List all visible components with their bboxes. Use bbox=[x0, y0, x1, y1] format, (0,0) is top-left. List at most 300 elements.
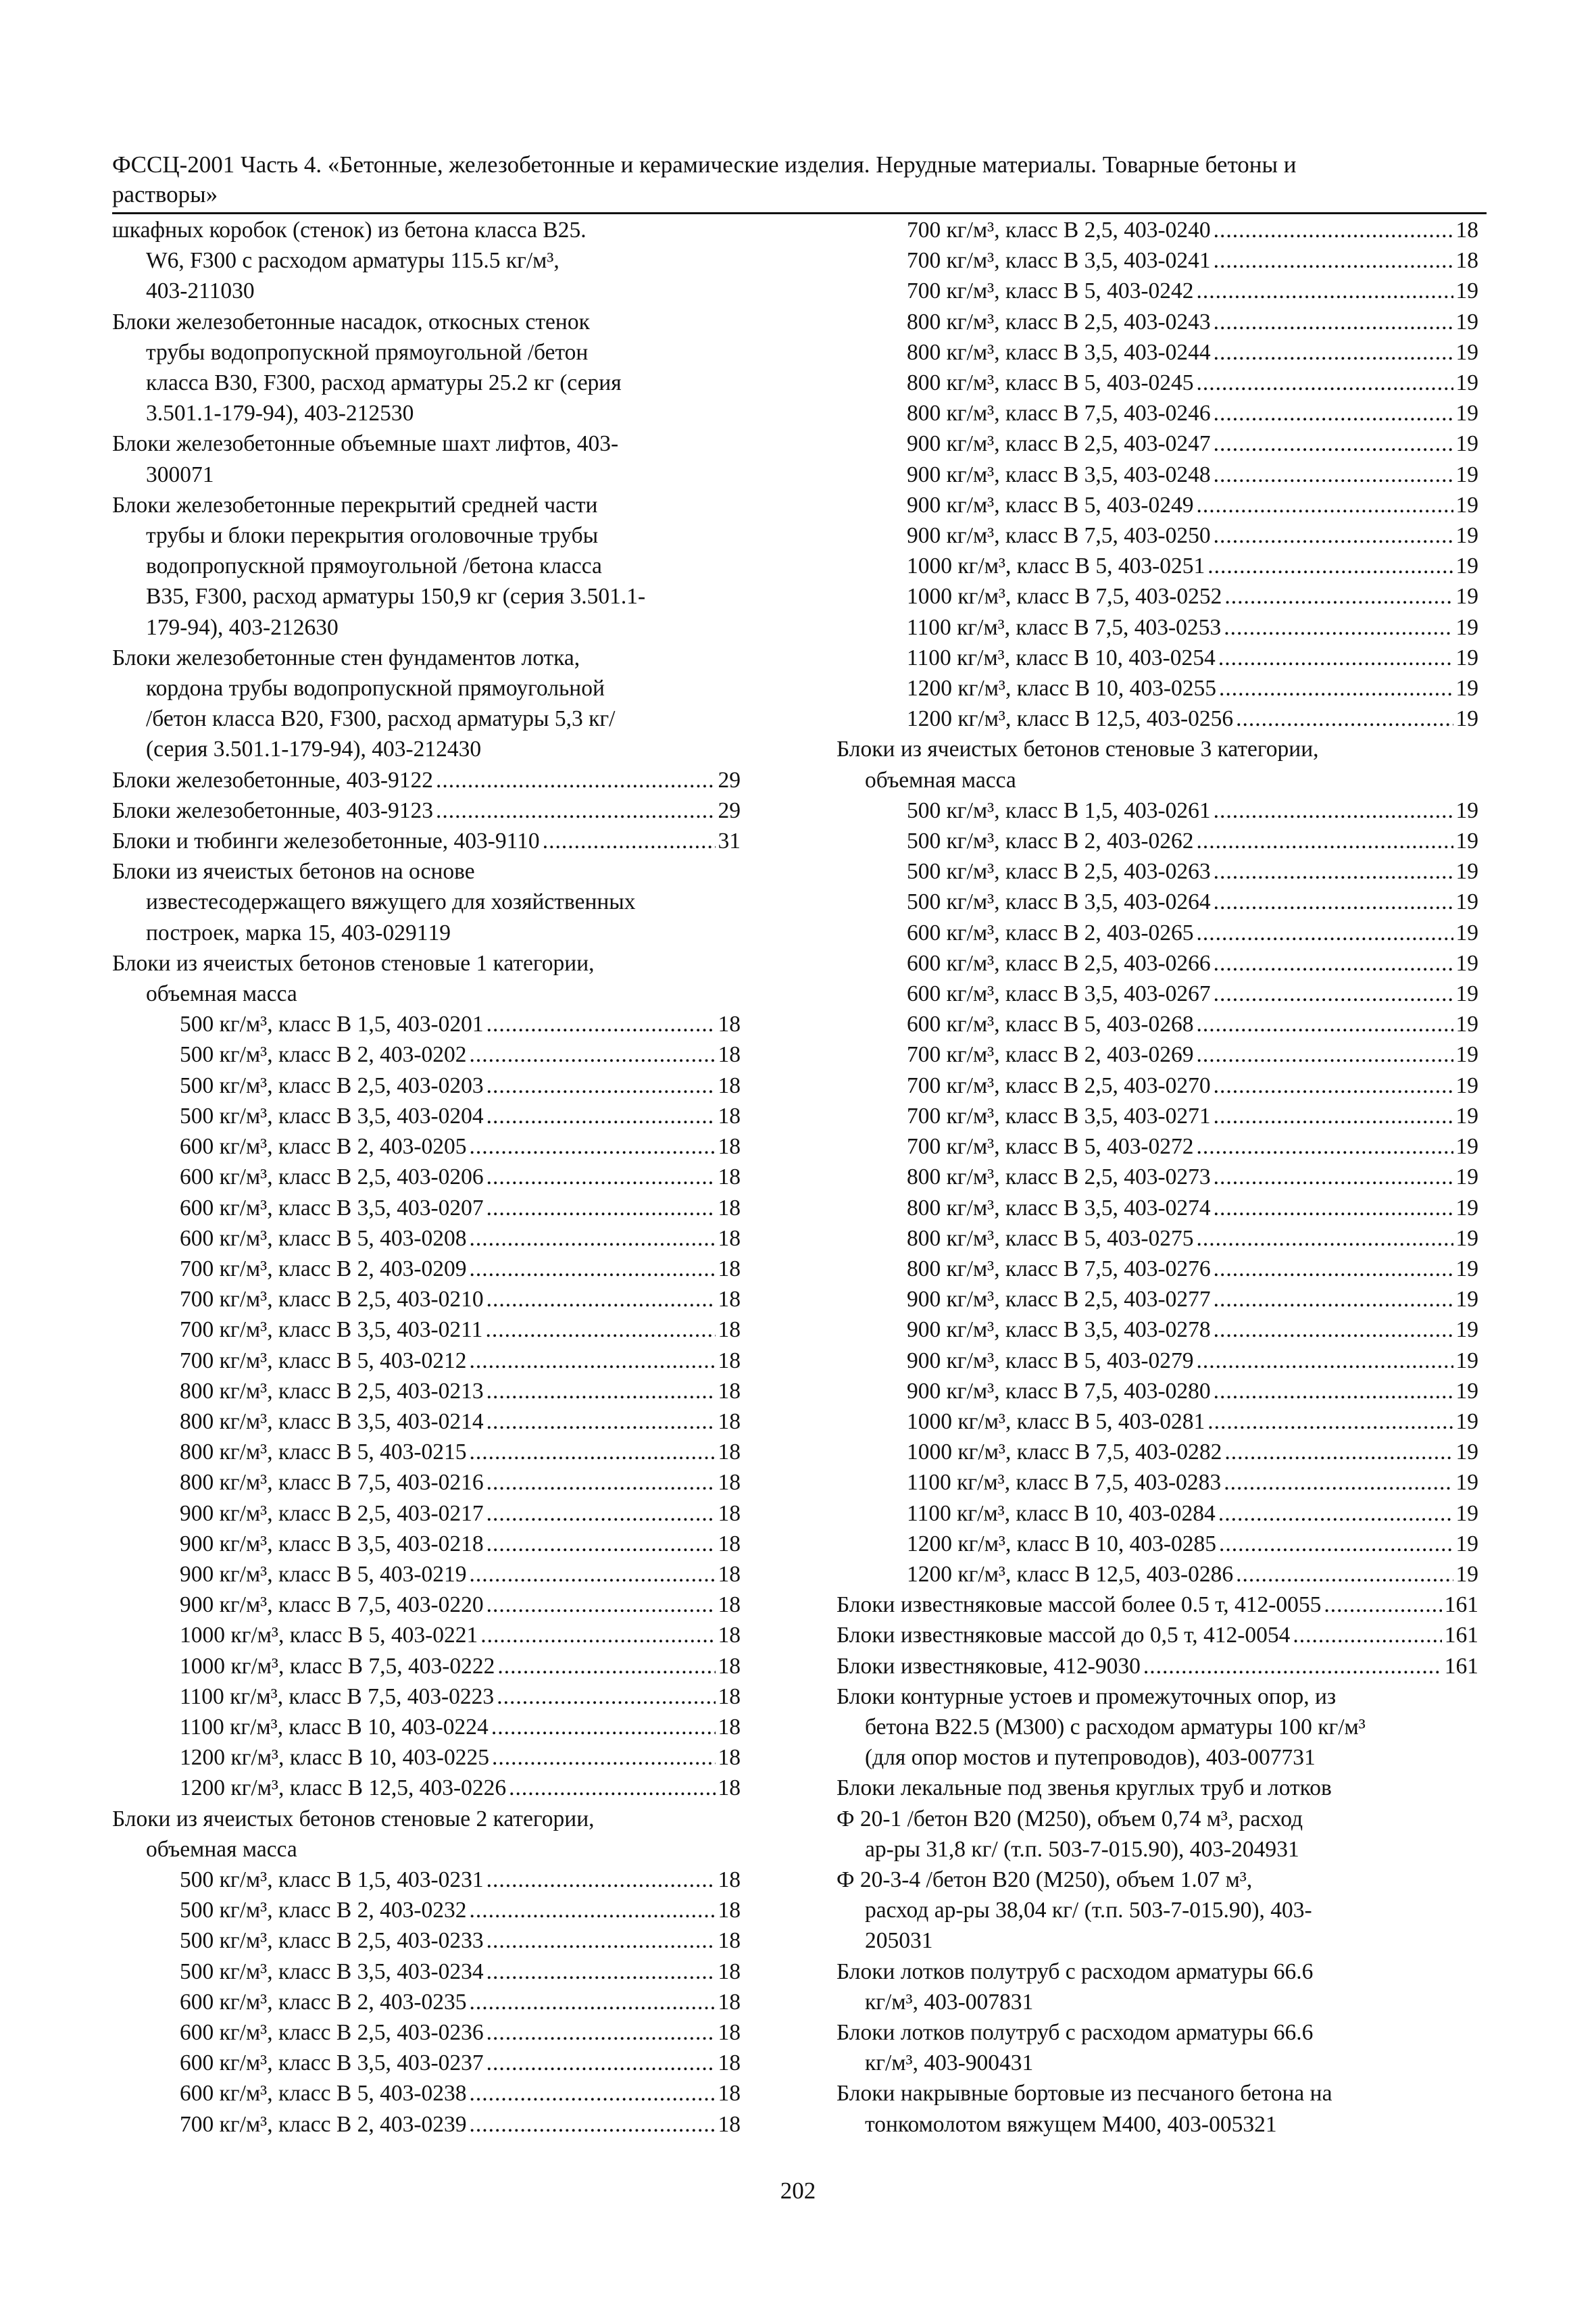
index-entry bbox=[112, 1987, 741, 2017]
entry-title: 1100 кг/м³, класс В 7,5, 403-0223 bbox=[180, 1683, 495, 1709]
index-heading bbox=[112, 948, 741, 1009]
leader-dots bbox=[470, 1895, 716, 1925]
leader-dots bbox=[487, 1406, 716, 1437]
entry-page: 19 bbox=[1455, 309, 1478, 335]
entry-page: 18 bbox=[718, 1012, 741, 1037]
entry-title: Блоки железобетонные объемные шахт лифтов, 403- bbox=[112, 431, 619, 457]
leader-dots bbox=[485, 1314, 715, 1345]
entry-page: 19 bbox=[1455, 1470, 1478, 1496]
entry-page: 19 bbox=[1455, 1408, 1478, 1434]
entry-title: 900 кг/м³, класс В 5, 403-0219 bbox=[180, 1561, 467, 1587]
index-entry bbox=[112, 1590, 741, 1620]
entry-title: Блоки железобетонные, 403-9123 bbox=[112, 797, 434, 823]
index-entry bbox=[112, 1406, 741, 1437]
index-entry bbox=[112, 1101, 741, 1131]
index-entry bbox=[837, 1529, 1478, 1559]
index-entry bbox=[112, 1070, 741, 1101]
entry-title: 700 кг/м³, класс В 5, 403-0242 bbox=[907, 278, 1194, 304]
leader-dots bbox=[1214, 428, 1453, 459]
index-entry bbox=[112, 307, 741, 429]
entry-line bbox=[146, 734, 741, 764]
entry-line bbox=[865, 1712, 1478, 1742]
entry-page: 18 bbox=[1455, 248, 1478, 274]
leader-dots bbox=[487, 1009, 716, 1039]
entry-page: 19 bbox=[1455, 981, 1478, 1007]
index-entry bbox=[112, 1223, 741, 1254]
leader-dots bbox=[1214, 1254, 1453, 1284]
leader-dots bbox=[436, 795, 715, 826]
entry-page: 18 bbox=[718, 1928, 741, 1954]
entry-page: 18 bbox=[718, 1348, 741, 1373]
index-entry bbox=[837, 1804, 1478, 1865]
leader-dots bbox=[1197, 490, 1453, 520]
leader-dots bbox=[1224, 581, 1453, 612]
header-line-2: растворы» bbox=[112, 181, 218, 207]
entry-title: W6, F300 с расходом арматуры 115.5 кг/м³, bbox=[146, 248, 559, 274]
leader-dots bbox=[492, 1742, 715, 1773]
entry-title: 700 кг/м³, класс В 2, 403-0269 bbox=[907, 1042, 1194, 1068]
entry-page: 21 bbox=[1254, 2111, 1277, 2137]
index-entry bbox=[112, 1559, 741, 1590]
entry-title: 3000 bbox=[146, 462, 191, 487]
leader-dots bbox=[1214, 1101, 1453, 1131]
entry-title: 1100 кг/м³, класс В 7,5, 403-0283 bbox=[907, 1470, 1222, 1496]
entry-title: ар-ры 31,8 кг/ (т.п. 503-7-015.90), 403-2049 bbox=[865, 1836, 1277, 1862]
entry-title: 900 кг/м³, класс В 3,5, 403-0278 bbox=[907, 1317, 1211, 1343]
entry-page: 19 bbox=[1455, 1348, 1478, 1373]
entry-title: 3.501.1-179-94), 403-2125 bbox=[146, 401, 391, 426]
entry-page: 19 bbox=[1455, 1256, 1478, 1281]
entry-line bbox=[146, 887, 741, 917]
leader-dots bbox=[1219, 673, 1453, 704]
index-group bbox=[837, 795, 1478, 1590]
leader-dots bbox=[1218, 643, 1453, 673]
entry-title: 700 кг/м³, класс В 2,5, 403-0210 bbox=[180, 1287, 484, 1312]
entry-page: 31 bbox=[910, 1928, 933, 1954]
entry-page: 18 bbox=[718, 1103, 741, 1129]
index-entry bbox=[112, 2048, 741, 2078]
entry-title: Блоки известняковые массой до 0,5 т, 412-0054 bbox=[837, 1623, 1291, 1648]
entry-title: Блоки известняковые, 412-9030 bbox=[837, 1653, 1141, 1679]
entry-line bbox=[837, 1956, 1478, 1987]
entry-page: 31 bbox=[1010, 1989, 1034, 2015]
leader-dots bbox=[487, 1498, 716, 1529]
index-entry bbox=[837, 581, 1478, 612]
index-entry bbox=[112, 1620, 741, 1650]
leader-dots bbox=[543, 826, 716, 856]
entry-line bbox=[837, 2017, 1478, 2048]
entry-page: 18 bbox=[718, 1287, 741, 1312]
entry-page: 19 bbox=[428, 920, 451, 945]
index-group bbox=[112, 765, 741, 857]
leader-dots bbox=[497, 1651, 715, 1681]
entry-title: 700 кг/м³, класс В 3,5, 403-0271 bbox=[907, 1103, 1211, 1129]
entry-page: 19 bbox=[1455, 1012, 1478, 1037]
entry-page: 18 bbox=[718, 1959, 741, 1984]
index-entry bbox=[112, 1131, 741, 1162]
entry-page: 18 bbox=[718, 1561, 741, 1587]
index-entry bbox=[837, 1009, 1478, 1039]
entry-title: В35, F300, расход арматуры 150,9 кг (серия 3.501.1- bbox=[146, 584, 646, 610]
entry-title: Блоки и тюбинги железобетонные, 403-9110 bbox=[112, 829, 540, 854]
entry-title: 1100 кг/м³, класс В 10, 403-0254 bbox=[907, 645, 1216, 670]
entry-line bbox=[146, 337, 741, 368]
index-entry bbox=[112, 2017, 741, 2048]
entry-page: 19 bbox=[1455, 920, 1478, 945]
entry-title: 500 кг/м³, класс В 3,5, 403-0264 bbox=[907, 889, 1211, 915]
index-entry bbox=[112, 1314, 741, 1345]
leader-dots bbox=[1224, 1467, 1453, 1498]
leader-dots bbox=[1207, 551, 1453, 581]
entry-line bbox=[112, 307, 741, 337]
index-entry bbox=[837, 1284, 1478, 1314]
index-entry bbox=[112, 765, 741, 795]
leader-dots bbox=[1214, 795, 1453, 826]
leader-dots bbox=[1214, 948, 1453, 979]
entry-page: 30 bbox=[316, 614, 339, 640]
page-number: 202 bbox=[780, 2177, 816, 2204]
entry-line bbox=[146, 245, 741, 276]
entry-title: 600 кг/м³, класс В 2,5, 403-0206 bbox=[180, 1164, 484, 1190]
entry-title: 800 кг/м³, класс В 7,5, 403-0216 bbox=[180, 1470, 484, 1496]
index-entry bbox=[837, 643, 1478, 673]
index-entry bbox=[112, 1467, 741, 1498]
index-entry bbox=[837, 276, 1478, 306]
entry-title: Ф 20-1 /бетон В20 (М250), объем 0,74 м³, расход bbox=[837, 1806, 1303, 1831]
entry-title: (серия 3.501.1-179-94), 403-2124 bbox=[146, 737, 459, 762]
entry-page: 19 bbox=[1455, 1287, 1478, 1312]
index-group bbox=[837, 1590, 1478, 1681]
entry-page: 19 bbox=[1455, 1042, 1478, 1068]
entry-title: расход ар-ры 38,04 кг/ (т.п. 503-7-015.90), 403- bbox=[865, 1898, 1312, 1923]
entry-title: 800 кг/м³, класс В 7,5, 403-0276 bbox=[907, 1256, 1211, 1281]
entry-line bbox=[146, 276, 741, 306]
entry-title: кордона трубы водопропускной прямоугольной bbox=[146, 676, 605, 701]
index-entry bbox=[112, 1773, 741, 1803]
leader-dots bbox=[470, 1131, 716, 1162]
entry-page: 31 bbox=[1276, 1836, 1299, 1862]
entry-title: 900 кг/м³, класс В 3,5, 403-0248 bbox=[907, 462, 1211, 487]
entry-page: 31 bbox=[1010, 2050, 1034, 2076]
index-entry bbox=[112, 1681, 741, 1712]
entry-title: 900 кг/м³, класс В 2,5, 403-0217 bbox=[180, 1500, 484, 1526]
heading-line: объемная масса bbox=[865, 767, 1016, 793]
entry-page: 19 bbox=[1455, 1531, 1478, 1556]
entry-page: 18 bbox=[718, 2050, 741, 2076]
index-entry bbox=[112, 215, 741, 307]
index-entry bbox=[837, 307, 1478, 337]
heading-line: объемная масса bbox=[146, 981, 297, 1007]
entry-page: 19 bbox=[1455, 431, 1478, 457]
index-entry bbox=[837, 795, 1478, 826]
entry-title: 500 кг/м³, класс В 1,5, 403-0201 bbox=[180, 1012, 484, 1037]
index-entry bbox=[837, 398, 1478, 428]
index-heading bbox=[112, 1804, 741, 1865]
leader-dots bbox=[1214, 245, 1453, 276]
leader-dots bbox=[470, 1039, 716, 1070]
index-entry bbox=[837, 1314, 1478, 1345]
leader-dots bbox=[487, 1925, 716, 1956]
index-entry bbox=[837, 490, 1478, 520]
leader-dots bbox=[470, 2078, 716, 2109]
entry-title: 1100 кг/м³, класс В 10, 403-0224 bbox=[180, 1714, 489, 1740]
entry-page: 18 bbox=[718, 1531, 741, 1556]
index-entry bbox=[837, 1498, 1478, 1529]
leader-dots bbox=[1214, 1284, 1453, 1314]
entry-line bbox=[865, 2109, 1478, 2140]
entry-page: 19 bbox=[1455, 829, 1478, 854]
entry-page: 18 bbox=[718, 1683, 741, 1709]
index-entry bbox=[837, 551, 1478, 581]
entry-title: 800 кг/м³, класс В 3,5, 403-0244 bbox=[907, 339, 1211, 365]
entry-page: 19 bbox=[1455, 706, 1478, 732]
entry-title: 700 кг/м³, класс В 3,5, 403-0241 bbox=[907, 248, 1211, 274]
entry-page: 18 bbox=[1455, 218, 1478, 243]
page-header bbox=[112, 150, 1487, 210]
entry-line bbox=[837, 1681, 1478, 1712]
entry-line bbox=[865, 1895, 1478, 1925]
entry-title: 600 кг/м³, класс В 2, 403-0205 bbox=[180, 1134, 467, 1160]
entry-page: 18 bbox=[718, 1195, 741, 1221]
entry-page: 18 bbox=[718, 2111, 741, 2137]
index-entry bbox=[837, 1223, 1478, 1254]
entry-page: 19 bbox=[1455, 1134, 1478, 1160]
entry-page: 19 bbox=[1455, 1195, 1478, 1221]
entry-title: 600 кг/м³, класс В 3,5, 403-0267 bbox=[907, 981, 1211, 1007]
entry-page: 18 bbox=[718, 1623, 741, 1648]
leader-dots bbox=[1214, 520, 1453, 551]
leader-dots bbox=[1197, 918, 1453, 948]
index-entry bbox=[112, 1498, 741, 1529]
entry-page: 31 bbox=[1293, 1745, 1316, 1771]
entry-title: Блоки железобетонные, 403-9122 bbox=[112, 767, 434, 793]
leader-dots bbox=[497, 1681, 715, 1712]
entry-line bbox=[146, 520, 741, 551]
entry-title: Блоки железобетонные насадок, откосных стенок bbox=[112, 309, 590, 335]
index-entry bbox=[837, 673, 1478, 704]
entry-page: 71 bbox=[191, 462, 214, 487]
index-entry bbox=[837, 1681, 1478, 1773]
entry-title: 500 кг/м³, класс В 1,5, 403-0231 bbox=[180, 1867, 484, 1892]
entry-page: 19 bbox=[1455, 1103, 1478, 1129]
entry-line bbox=[837, 1804, 1478, 1834]
leader-dots bbox=[1293, 1620, 1441, 1650]
index-entry bbox=[112, 1039, 741, 1070]
leader-dots bbox=[1197, 1009, 1453, 1039]
leader-dots bbox=[1218, 1498, 1453, 1529]
entry-title: 900 кг/м³, класс В 7,5, 403-0220 bbox=[180, 1592, 484, 1618]
entry-title: построек, марка 15, 403-0291 bbox=[146, 920, 428, 945]
entry-title: 900 кг/м³, класс В 2,5, 403-0277 bbox=[907, 1287, 1211, 1312]
index-entry bbox=[837, 1406, 1478, 1437]
index-entry bbox=[837, 1559, 1478, 1590]
entry-page: 18 bbox=[718, 1500, 741, 1526]
entry-title: 700 кг/м³, класс В 5, 403-0212 bbox=[180, 1348, 467, 1373]
entry-title: кг/м³, 403-0078 bbox=[865, 1989, 1011, 2015]
index-entry bbox=[837, 1193, 1478, 1223]
index-entry bbox=[837, 1651, 1478, 1681]
entry-title: 800 кг/м³, класс В 5, 403-0215 bbox=[180, 1439, 467, 1465]
leader-dots bbox=[487, 1284, 716, 1314]
index-entry bbox=[112, 1742, 741, 1773]
entry-page: 19 bbox=[1455, 1164, 1478, 1190]
index-group bbox=[112, 1009, 741, 1803]
index-entry bbox=[837, 245, 1478, 276]
index-entry bbox=[112, 1254, 741, 1284]
entry-line bbox=[112, 215, 741, 245]
index-entry bbox=[837, 1254, 1478, 1284]
index-entry bbox=[112, 1162, 741, 1192]
index-heading bbox=[837, 1773, 1478, 1803]
leader-dots bbox=[487, 1865, 716, 1895]
entry-title: Блоки лотков полутруб с расходом арматуры 66.6 bbox=[837, 2019, 1314, 2045]
entry-page: 18 bbox=[718, 1653, 741, 1679]
leader-dots bbox=[470, 1346, 716, 1376]
leader-dots bbox=[487, 1162, 716, 1192]
entry-page: 19 bbox=[1455, 1225, 1478, 1251]
leader-dots bbox=[480, 1620, 715, 1650]
entry-line bbox=[865, 1987, 1478, 2017]
entry-title: 800 кг/м³, класс В 2,5, 403-0273 bbox=[907, 1164, 1211, 1190]
entry-title: тонкомолотом вяжущем М400, 403-0053 bbox=[865, 2111, 1255, 2137]
index-entry bbox=[837, 1865, 1478, 1956]
leader-dots bbox=[1214, 215, 1453, 245]
index-entry bbox=[837, 704, 1478, 734]
entry-title: 1200 кг/м³, класс В 12,5, 403-0226 bbox=[180, 1775, 507, 1801]
entry-title: 800 кг/м³, класс В 3,5, 403-0274 bbox=[907, 1195, 1211, 1221]
leader-dots bbox=[1207, 1406, 1453, 1437]
entry-page: 18 bbox=[718, 1073, 741, 1098]
entry-page: 19 bbox=[1455, 1561, 1478, 1587]
index-entry bbox=[837, 979, 1478, 1009]
entry-title: (для опор мостов и путепроводов), 403-0077 bbox=[865, 1745, 1293, 1771]
entry-title: 1200 кг/м³, класс В 10, 403-0285 bbox=[907, 1531, 1217, 1556]
index-entry bbox=[837, 337, 1478, 368]
index-entry bbox=[112, 428, 741, 489]
leader-dots bbox=[487, 1070, 716, 1101]
entry-title: 700 кг/м³, класс В 3,5, 403-0211 bbox=[180, 1317, 483, 1343]
entry-title: 500 кг/м³, класс В 2,5, 403-0233 bbox=[180, 1928, 484, 1954]
leader-dots bbox=[1197, 368, 1453, 398]
entry-title: Блоки накрывные бортовые из песчаного бетона на bbox=[837, 2081, 1332, 2107]
leader-dots bbox=[487, 2017, 716, 2048]
entry-title: 600 кг/м³, класс В 5, 403-0238 bbox=[180, 2081, 467, 2107]
entry-title: 500 кг/м³, класс В 3,5, 403-0204 bbox=[180, 1103, 484, 1129]
leader-dots bbox=[487, 2048, 716, 2078]
entry-title: 600 кг/м³, класс В 2,5, 403-0266 bbox=[907, 950, 1211, 976]
entry-page: 30 bbox=[458, 737, 482, 762]
entry-page: 19 bbox=[1455, 553, 1478, 579]
index-heading bbox=[837, 734, 1478, 795]
entry-page: 19 bbox=[1455, 401, 1478, 426]
entry-title: Ф 20-3-4 /бетон В20 (М250), объем 1.07 м³, bbox=[837, 1867, 1253, 1892]
entry-title: 500 кг/м³, класс В 2, 403-0262 bbox=[907, 829, 1194, 854]
entry-page: 19 bbox=[1455, 859, 1478, 885]
leader-dots bbox=[509, 1773, 715, 1803]
index-entry bbox=[112, 1284, 741, 1314]
entry-line bbox=[112, 643, 741, 673]
leader-dots bbox=[1214, 460, 1453, 490]
entry-line bbox=[146, 581, 741, 612]
entry-line bbox=[865, 1742, 1478, 1773]
leader-dots bbox=[487, 1956, 716, 1987]
index-group bbox=[112, 1865, 741, 2140]
entry-page: 161 bbox=[1444, 1653, 1478, 1679]
entry-title: 800 кг/м³, класс В 5, 403-0275 bbox=[907, 1225, 1194, 1251]
entry-title: 500 кг/м³, класс В 2,5, 403-0203 bbox=[180, 1073, 484, 1098]
index-entry bbox=[837, 428, 1478, 459]
entry-line bbox=[146, 460, 741, 490]
entry-title: 900 кг/м³, класс В 7,5, 403-0250 bbox=[907, 523, 1211, 549]
index-entry bbox=[837, 1956, 1478, 2017]
entry-page: 18 bbox=[718, 1775, 741, 1801]
entry-title: 403-2110 bbox=[146, 278, 232, 304]
entry-page: 18 bbox=[718, 1408, 741, 1434]
leader-dots bbox=[1224, 612, 1453, 643]
leader-dots bbox=[1219, 1529, 1453, 1559]
leader-dots bbox=[1214, 1193, 1453, 1223]
leader-dots bbox=[470, 2109, 716, 2140]
entry-page: 18 bbox=[718, 1714, 741, 1740]
leader-dots bbox=[1324, 1590, 1441, 1620]
entry-page: 19 bbox=[1455, 370, 1478, 396]
entry-title: Блоки известняковые массой более 0.5 т, 412-0055 bbox=[837, 1592, 1322, 1618]
index-entry bbox=[112, 1437, 741, 1467]
entry-page: 18 bbox=[718, 2019, 741, 2045]
entry-title: 600 кг/м³, класс В 2, 403-0235 bbox=[180, 1989, 467, 2015]
entry-line bbox=[146, 918, 741, 948]
leader-dots bbox=[470, 1987, 716, 2017]
entry-title: 600 кг/м³, класс В 2,5, 403-0236 bbox=[180, 2019, 484, 2045]
leader-dots bbox=[487, 1101, 716, 1131]
entry-title: Блоки железобетонные перекрытий средней части bbox=[112, 492, 598, 518]
entry-title: 700 кг/м³, класс В 2, 403-0239 bbox=[180, 2111, 467, 2137]
leader-dots bbox=[1214, 1376, 1453, 1406]
entry-title: известесодержащего вяжущего для хозяйственных bbox=[146, 889, 636, 915]
entry-title: 700 кг/м³, класс В 2, 403-0209 bbox=[180, 1256, 467, 1281]
entry-title: 600 кг/м³, класс В 5, 403-0268 bbox=[907, 1012, 1194, 1037]
entry-page: 18 bbox=[718, 1867, 741, 1892]
entry-page: 19 bbox=[1455, 614, 1478, 640]
entry-title: бетона В22.5 (М300) с расходом арматуры 100 кг/м³ bbox=[865, 1714, 1366, 1740]
entry-page: 18 bbox=[718, 1378, 741, 1404]
entry-title: 800 кг/м³, класс В 7,5, 403-0246 bbox=[907, 401, 1211, 426]
entry-title: Блоки из ячеистых бетонов на основе bbox=[112, 859, 475, 885]
index-entry bbox=[112, 1376, 741, 1406]
entry-page: 29 bbox=[718, 797, 741, 823]
entry-page: 19 bbox=[1455, 1500, 1478, 1526]
entry-page: 18 bbox=[718, 1042, 741, 1068]
index-entry bbox=[837, 1590, 1478, 1620]
index-entry bbox=[837, 1376, 1478, 1406]
entry-title: 1000 кг/м³, класс В 7,5, 403-0222 bbox=[180, 1653, 495, 1679]
entry-page: 19 bbox=[1455, 889, 1478, 915]
heading-line: Блоки из ячеистых бетонов стеновые 3 категории, bbox=[837, 737, 1319, 762]
entry-title: 500 кг/м³, класс В 2, 403-0232 bbox=[180, 1898, 467, 1923]
leader-dots bbox=[1214, 1162, 1453, 1192]
entry-page: 18 bbox=[718, 1592, 741, 1618]
entry-page: 19 bbox=[1455, 339, 1478, 365]
index-entry bbox=[112, 1009, 741, 1039]
heading-line: Блоки из ячеистых бетонов стеновые 1 категории, bbox=[112, 950, 595, 976]
entry-title: /бетон класса В20, F300, расход арматуры 5,3 кг/ bbox=[146, 706, 616, 732]
entry-page: 18 bbox=[718, 1317, 741, 1343]
index-entry bbox=[112, 1346, 741, 1376]
entry-page: 19 bbox=[1455, 645, 1478, 670]
entry-page: 19 bbox=[1455, 1073, 1478, 1098]
leader-dots bbox=[1214, 337, 1453, 368]
entry-page: 30 bbox=[232, 278, 255, 304]
